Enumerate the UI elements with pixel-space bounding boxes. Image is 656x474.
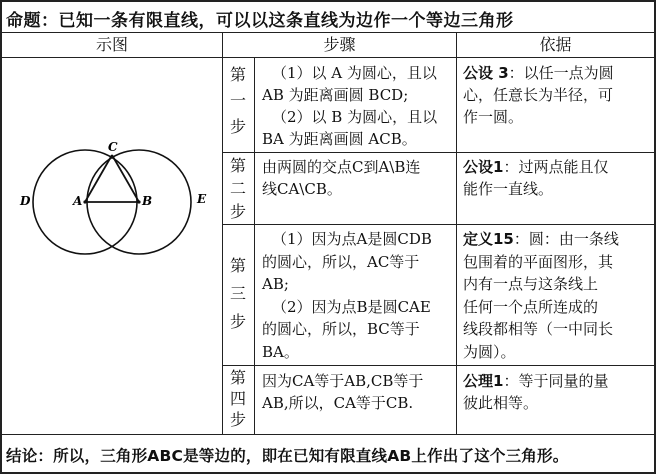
step-content-2: 由两圆的交点C到A\B连 线CA\CB。 [262, 158, 421, 198]
construction-diagram [2, 58, 222, 434]
label-d: D [20, 194, 31, 208]
label-b: B [142, 194, 153, 208]
conclusion-divider [0, 434, 656, 435]
table-border-top [0, 0, 656, 2]
step-content-3: （1）因为点A是圆CDB 的圆心，所以，AC等于 AB; （2）因为点B是圆CAE 的圆心，所以，BC等于 BA。 [262, 230, 432, 361]
basis-3: 定义15：圆：由一条线 包围着的平面图形，其 内有一点与这条线上 任何一个点所连成的 线段都相等（一中同长 为圆）。 [463, 230, 619, 361]
label-a: A [73, 194, 83, 208]
conclusion-text: ：所以，三角形ABC是等边的，即在已知有限直线AB上作出了这个三角形。 [37, 447, 569, 465]
basis-term-2: 公设1 [463, 158, 504, 176]
basis-term-4: 公理1 [463, 372, 504, 390]
segment-cb [112, 155, 139, 202]
basis-4: 公理1：等于同量的量 彼此相等。 [463, 372, 609, 412]
basis-1: 公设 3：以任一点为圆 心，任意长为半径，可 作一圆。 [463, 64, 614, 126]
step-number-3: 第 三 步 [229, 256, 246, 331]
row-divider-1 [222, 152, 656, 153]
segment-ca [85, 155, 112, 202]
point-b [137, 200, 140, 203]
label-c: C [108, 140, 118, 154]
header-basis: 依据 [539, 35, 572, 54]
label-e: E [197, 192, 207, 206]
step-number-2: 第 二 步 [229, 156, 246, 221]
conclusion-label: 结论 [6, 447, 38, 465]
row-divider-2 [222, 224, 656, 225]
header-diagram: 示图 [95, 35, 128, 54]
step-content-1: （1）以 A 为圆心，且以 AB 为距离画圆 BCD; （2）以 B 为圆心，且以 BA 为距离画圆 ACB。 [262, 64, 438, 148]
col-divider-stepno [254, 58, 255, 434]
row-divider-3 [222, 365, 656, 366]
conclusion [6, 444, 568, 466]
proposition-title: 命题：已知一条有限直线，可以以这条直线为边作一个等边三角形 [6, 11, 514, 31]
basis-term-3: 定义15 [463, 230, 514, 248]
col-divider-basis [456, 33, 457, 434]
step-number-4: 第 四 步 [229, 368, 246, 429]
basis-term-1: 公设 3 [463, 64, 509, 82]
step-content-4: 因为CA等于AB,CB等于 AB,所以，CA等于CB. [262, 372, 424, 412]
header-steps: 步骤 [323, 35, 356, 54]
basis-2: 公设1：过两点能且仅 能作一直线。 [463, 158, 609, 198]
step-number-1: 第 一 步 [229, 65, 246, 136]
point-a [83, 200, 86, 203]
